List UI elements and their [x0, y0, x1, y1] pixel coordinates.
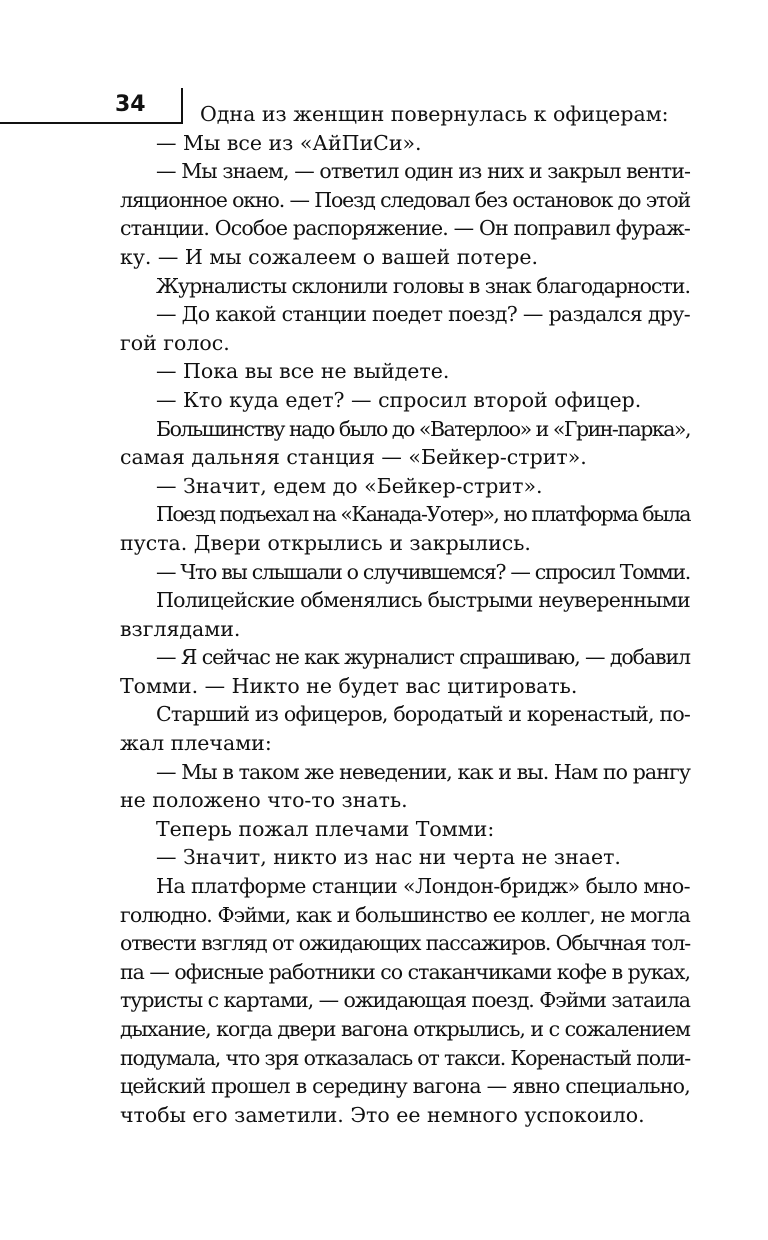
body-text	[120, 100, 690, 1129]
text-line: жал плечами:	[120, 731, 272, 756]
text-line: — Я сейчас не как журналист спрашиваю, — добавил	[156, 645, 690, 670]
text-line: — Кто куда едет? — спросил второй офицер.	[156, 387, 642, 412]
text-line: Полицейские обменялись быстрыми неуверенными	[156, 588, 690, 613]
text-line: — Пока вы все не выйдете.	[156, 359, 450, 384]
text-line: — Мы в таком же неведении, как и вы. Нам по рангу	[156, 759, 690, 784]
text-line: Поезд подъехал на «Канада-Уотер», но платформа была	[156, 502, 690, 527]
text-line: дыхание, когда двери вагона открылись, и с сожалением	[120, 1017, 690, 1041]
text-line: не положено что-то знать.	[120, 788, 408, 813]
text-line: станции. Особое распоряжение. — Он поправил фураж-	[120, 216, 690, 241]
text-line: ку. — И мы сожалеем о вашей потере.	[120, 244, 538, 269]
text-line: пуста. Двери открылись и закрылись.	[120, 530, 531, 555]
text-line: Журналисты склонили головы в знак благодарности.	[156, 273, 690, 298]
text-line: Томми. — Никто не будет вас цитировать.	[120, 673, 578, 698]
text-line: ляционное окно. — Поезд следовал без остановок до этой	[120, 187, 690, 212]
page-number: 34	[115, 92, 146, 117]
text-line: — Мы все из «АйПиСи».	[156, 130, 422, 155]
text-line: гой голос.	[120, 330, 230, 355]
text-line: — Что вы слышали о случившемся? — спросил Томми.	[156, 559, 690, 584]
text-line: Теперь пожал плечами Томми:	[156, 816, 495, 841]
text-line: туристы с картами, — ожидающая поезд. Фэйми затаила	[120, 988, 690, 1013]
text-line: взглядами.	[120, 616, 241, 641]
text-line: подумала, что зря отказалась от такси. Коренастый поли-	[120, 1045, 690, 1070]
text-line: Старший из офицеров, бородатый и коренастый, по-	[156, 702, 690, 727]
text-line: па — офисные работники со стаканчиками кофе в руках,	[120, 959, 690, 984]
text-line: — До какой станции поедет поезд? — раздался дру-	[156, 302, 690, 327]
text-line: — Значит, никто из нас ни черта не знает.	[156, 845, 621, 870]
text-line: — Мы знаем, — ответил один из них и закрыл венти-	[156, 159, 690, 184]
text-line: На платформе станции «Лондон-бридж» было мно-	[156, 874, 690, 899]
text-line: отвести взгляд от ожидающих пассажиров. Обычная тол-	[120, 931, 690, 956]
text-line: голюдно. Фэйми, как и большинство ее коллег, не могла	[120, 902, 690, 927]
text-line: самая дальняя станция — «Бейкер-стрит».	[120, 445, 587, 470]
text-line: Большинству надо было до «Ватерлоо» и «Грин-парка»,	[156, 416, 691, 441]
text-line: чтобы его заметили. Это ее немного успокоило.	[120, 1102, 645, 1127]
text-line: — Значит, едем до «Бейкер-стрит».	[156, 473, 543, 498]
text-line: цейский прошел в середину вагона — явно специально,	[120, 1074, 690, 1099]
text-line: Одна из женщин повернулась к офицерам:	[200, 102, 669, 126]
